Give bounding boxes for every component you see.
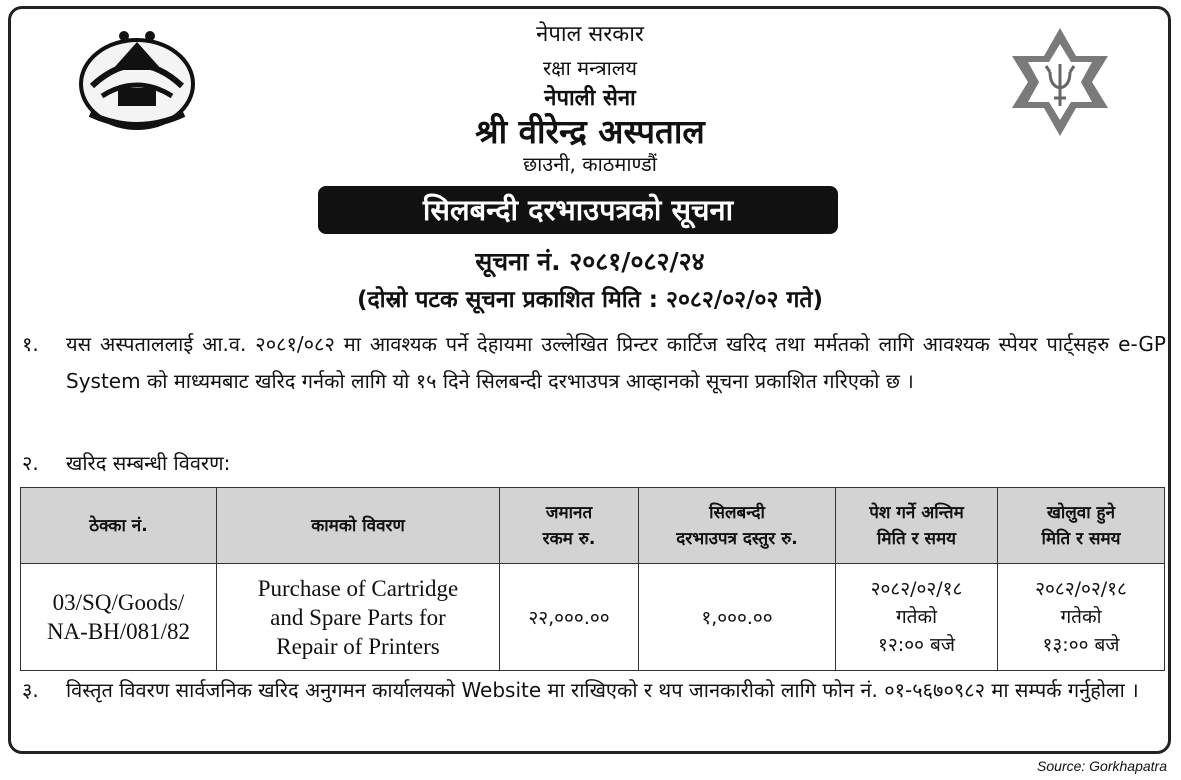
paragraph-number: २. [22, 451, 39, 475]
cell-opening: २०८२/०२/१८ गतेको १३:०० बजे [998, 564, 1165, 671]
paragraph-text: विस्तृत विवरण सार्वजनिक खरिद अनुगमन कार्यालयको Website मा राखिएको र थप जानकारीको लागि फोन नं. ०१-५६७०९८२ मा सम्पर्क गर्नुहोला । [66, 678, 1139, 702]
cell-fee: १,०००.०० [639, 564, 836, 671]
publication-date: (दोस्रो पटक सूचना प्रकाशित मिति : २०८२/०२/०२ गते) [356, 287, 824, 313]
cell-description: Purchase of Cartridge and Spare Parts for Repair of Printers [217, 564, 500, 671]
header-location: छाउनी, काठमाण्डौं [523, 152, 657, 176]
col-contract-no: ठेक्का नं. [21, 488, 217, 564]
cell-submission: २०८२/०२/१८ गतेको १२:०० बजे [836, 564, 998, 671]
paragraph-text: यस अस्पताललाई आ.व. २०८१/०८२ मा आवश्यक पर्ने देहायमा उल्लेखित प्रिन्टर कार्टिज खरिद तथा मर्मतको लागि आवश्यक स्पेयर पार्ट्सहरु e-GP System को माध्यमबाट खरिद गर्नको लागि यो १५ दिने सिलबन्दी दरभाउपत्र आव्हानको सूचना प्रकाशित गरिएको छ । [66, 332, 1166, 393]
col-submission: पेश गर्ने अन्तिम मिति र समय [836, 488, 998, 564]
col-opening: खोलुवा हुने मिति र समय [998, 488, 1165, 564]
paragraph-3 [22, 672, 1166, 748]
table-row [21, 564, 1165, 671]
notice-number: सूचना नं. २०८१/०८२/२४ [475, 247, 705, 276]
tender-table [20, 487, 1165, 671]
paragraph-1 [22, 326, 1166, 440]
paragraph-number: ३. [22, 678, 39, 702]
cell-contract-no: 03/SQ/Goods/ NA-BH/081/82 [21, 564, 217, 671]
paragraph-number: १. [22, 332, 39, 356]
army-star-icon [1004, 26, 1116, 138]
table-header-row [21, 488, 1165, 564]
col-description: कामको विवरण [217, 488, 500, 564]
header-government: नेपाल सरकार [536, 22, 644, 47]
paragraph-text: खरिद सम्बन्धी विवरण: [66, 451, 231, 475]
header-army: नेपाली सेना [544, 86, 636, 111]
notice-title-banner: सिलबन्दी दरभाउपत्रको सूचना [318, 186, 838, 234]
col-deposit: जमानत रकम रु. [500, 488, 639, 564]
nepal-emblem-icon [72, 24, 202, 136]
header-ministry: रक्षा मन्त्रालय [543, 56, 637, 80]
source-credit: Source: Gorkhapatra [1037, 758, 1167, 774]
header-hospital: श्री वीरेन्द्र अस्पताल [475, 112, 705, 151]
paragraph-2 [22, 445, 522, 481]
cell-deposit: २२,०००.०० [500, 564, 639, 671]
col-fee: सिलबन्दी दरभाउपत्र दस्तुर रु. [639, 488, 836, 564]
